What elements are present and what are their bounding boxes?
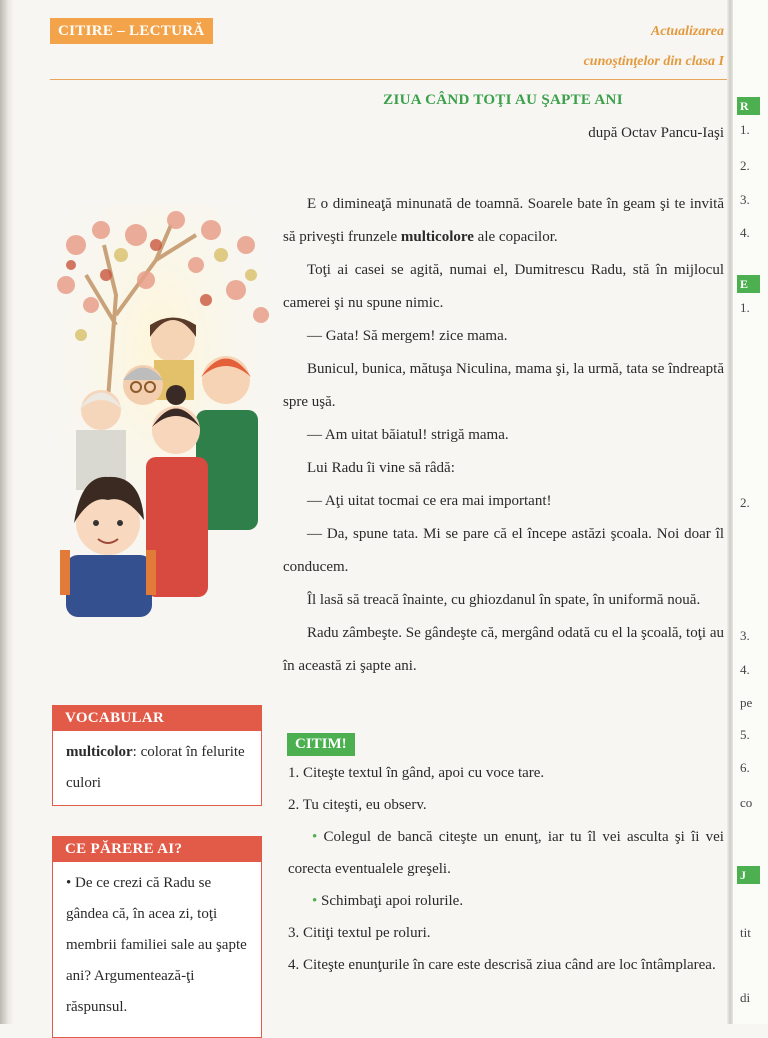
story-paragraph: Îl lasă să treacă înainte, cu ghiozdanul în spate, în uniformă nouă.	[307, 592, 701, 608]
next-page-text: pe	[740, 695, 753, 710]
reading-tasks-tag: CITIM!	[287, 733, 355, 756]
header-divider	[50, 79, 727, 80]
story-paragraph: Toţi ai casei se agită, numai el, Dumitrescu Radu, stă în mijlocul camerei şi nu spune nimic.	[283, 262, 724, 311]
next-page-num: 2.	[740, 495, 750, 510]
next-page-num: 6.	[740, 760, 750, 775]
next-page-num: 4.	[740, 662, 750, 677]
reading-tasks	[288, 757, 724, 981]
header-subtitle-line2: cunoştinţelor din clasa I	[583, 54, 724, 69]
story-paragraph: — Da, spune tata. Mi se pare că el începe astăzi şcoala. Noi doar îl conducem.	[283, 526, 724, 575]
story-author: după Octav Pancu-Iaşi	[588, 125, 724, 141]
next-page-num: 1.	[740, 122, 750, 137]
vocab-word: multicolore	[400, 229, 474, 245]
task-item: 1. Citeşte textul în gând, apoi cu voce tare.	[288, 765, 545, 781]
next-page-text: tit	[740, 925, 751, 940]
next-page-tab-r: R	[737, 97, 760, 115]
bullet-icon: •	[312, 829, 324, 845]
next-page-tab-j: J	[737, 866, 760, 884]
vocabulary-box	[52, 705, 262, 806]
next-page-tab-e: E	[737, 275, 760, 293]
next-page-num: 4.	[740, 225, 750, 240]
next-page-num: 1.	[740, 300, 750, 315]
story-paragraph: — Aţi uitat tocmai ce era mai important!	[307, 493, 552, 509]
vocabulary-definition: : colorat în felurite culori	[66, 744, 245, 791]
story-paragraph: Lui Radu îi vine să râdă:	[307, 460, 455, 476]
next-page-text: co	[740, 795, 753, 810]
story-title: ZIUA CÂND TOŢI AU ŞAPTE ANI	[383, 92, 623, 108]
next-page-num: 2.	[740, 158, 750, 173]
vocabulary-title: VOCABULAR	[53, 706, 261, 731]
story-paragraph: — Gata! Să mergem! zice mama.	[307, 328, 508, 344]
page-binding-shadow	[0, 0, 14, 1024]
story-paragraph: Radu zâmbeşte. Se gândeşte că, mergând odată cu el la şcoală, toţi au în această zi şapte ani.	[283, 625, 724, 674]
next-page-text: di	[740, 990, 751, 1005]
task-item: 4. Citeşte enunţurile în care este descrisă ziua când are loc întâmplarea.	[288, 957, 716, 973]
story-text	[283, 188, 724, 683]
task-item: 2. Tu citeşti, eu observ.	[288, 797, 427, 813]
task-item: 3. Citiţi textul pe roluri.	[288, 925, 431, 941]
story-paragraph: Bunicul, bunica, mătuşa Niculina, mama şi, la urmă, tata se îndreaptă spre uşă.	[283, 361, 724, 410]
next-page-num: 3.	[740, 628, 750, 643]
family-illustration	[46, 205, 274, 625]
vocabulary-body	[53, 731, 261, 807]
task-subitem: • Colegul de bancă citeşte un enunţ, iar tu îl vei asculta şi îi vei corecta eventualele greşeli.	[288, 829, 724, 877]
header-subtitle-line1: Actualizarea	[650, 24, 724, 39]
next-page-num: 3.	[740, 192, 750, 207]
task-subitem: • Schimbaţi apoi rolurile.	[312, 893, 464, 909]
bullet-icon: •	[312, 893, 322, 909]
section-tag: CITIRE – LECTURĂ	[50, 18, 213, 44]
next-page-num: 5.	[740, 727, 750, 742]
opinion-title: CE PĂRERE AI?	[53, 837, 261, 862]
story-paragraph: E o dimineaţă minunată de toamnă. Soarele bate în geam şi te invită să priveşti frunzele multicolore ale copacilor.	[283, 196, 724, 245]
story-paragraph: — Am uitat băiatul! strigă mama.	[307, 427, 509, 443]
vocabulary-term: multicolor	[66, 744, 133, 760]
opinion-box	[52, 836, 262, 1038]
opinion-question: • De ce crezi că Radu se gândea că, în acea zi, toţi membrii familiei sale au şapte ani? Argumentează-ţi răspunsul.	[66, 875, 247, 1015]
